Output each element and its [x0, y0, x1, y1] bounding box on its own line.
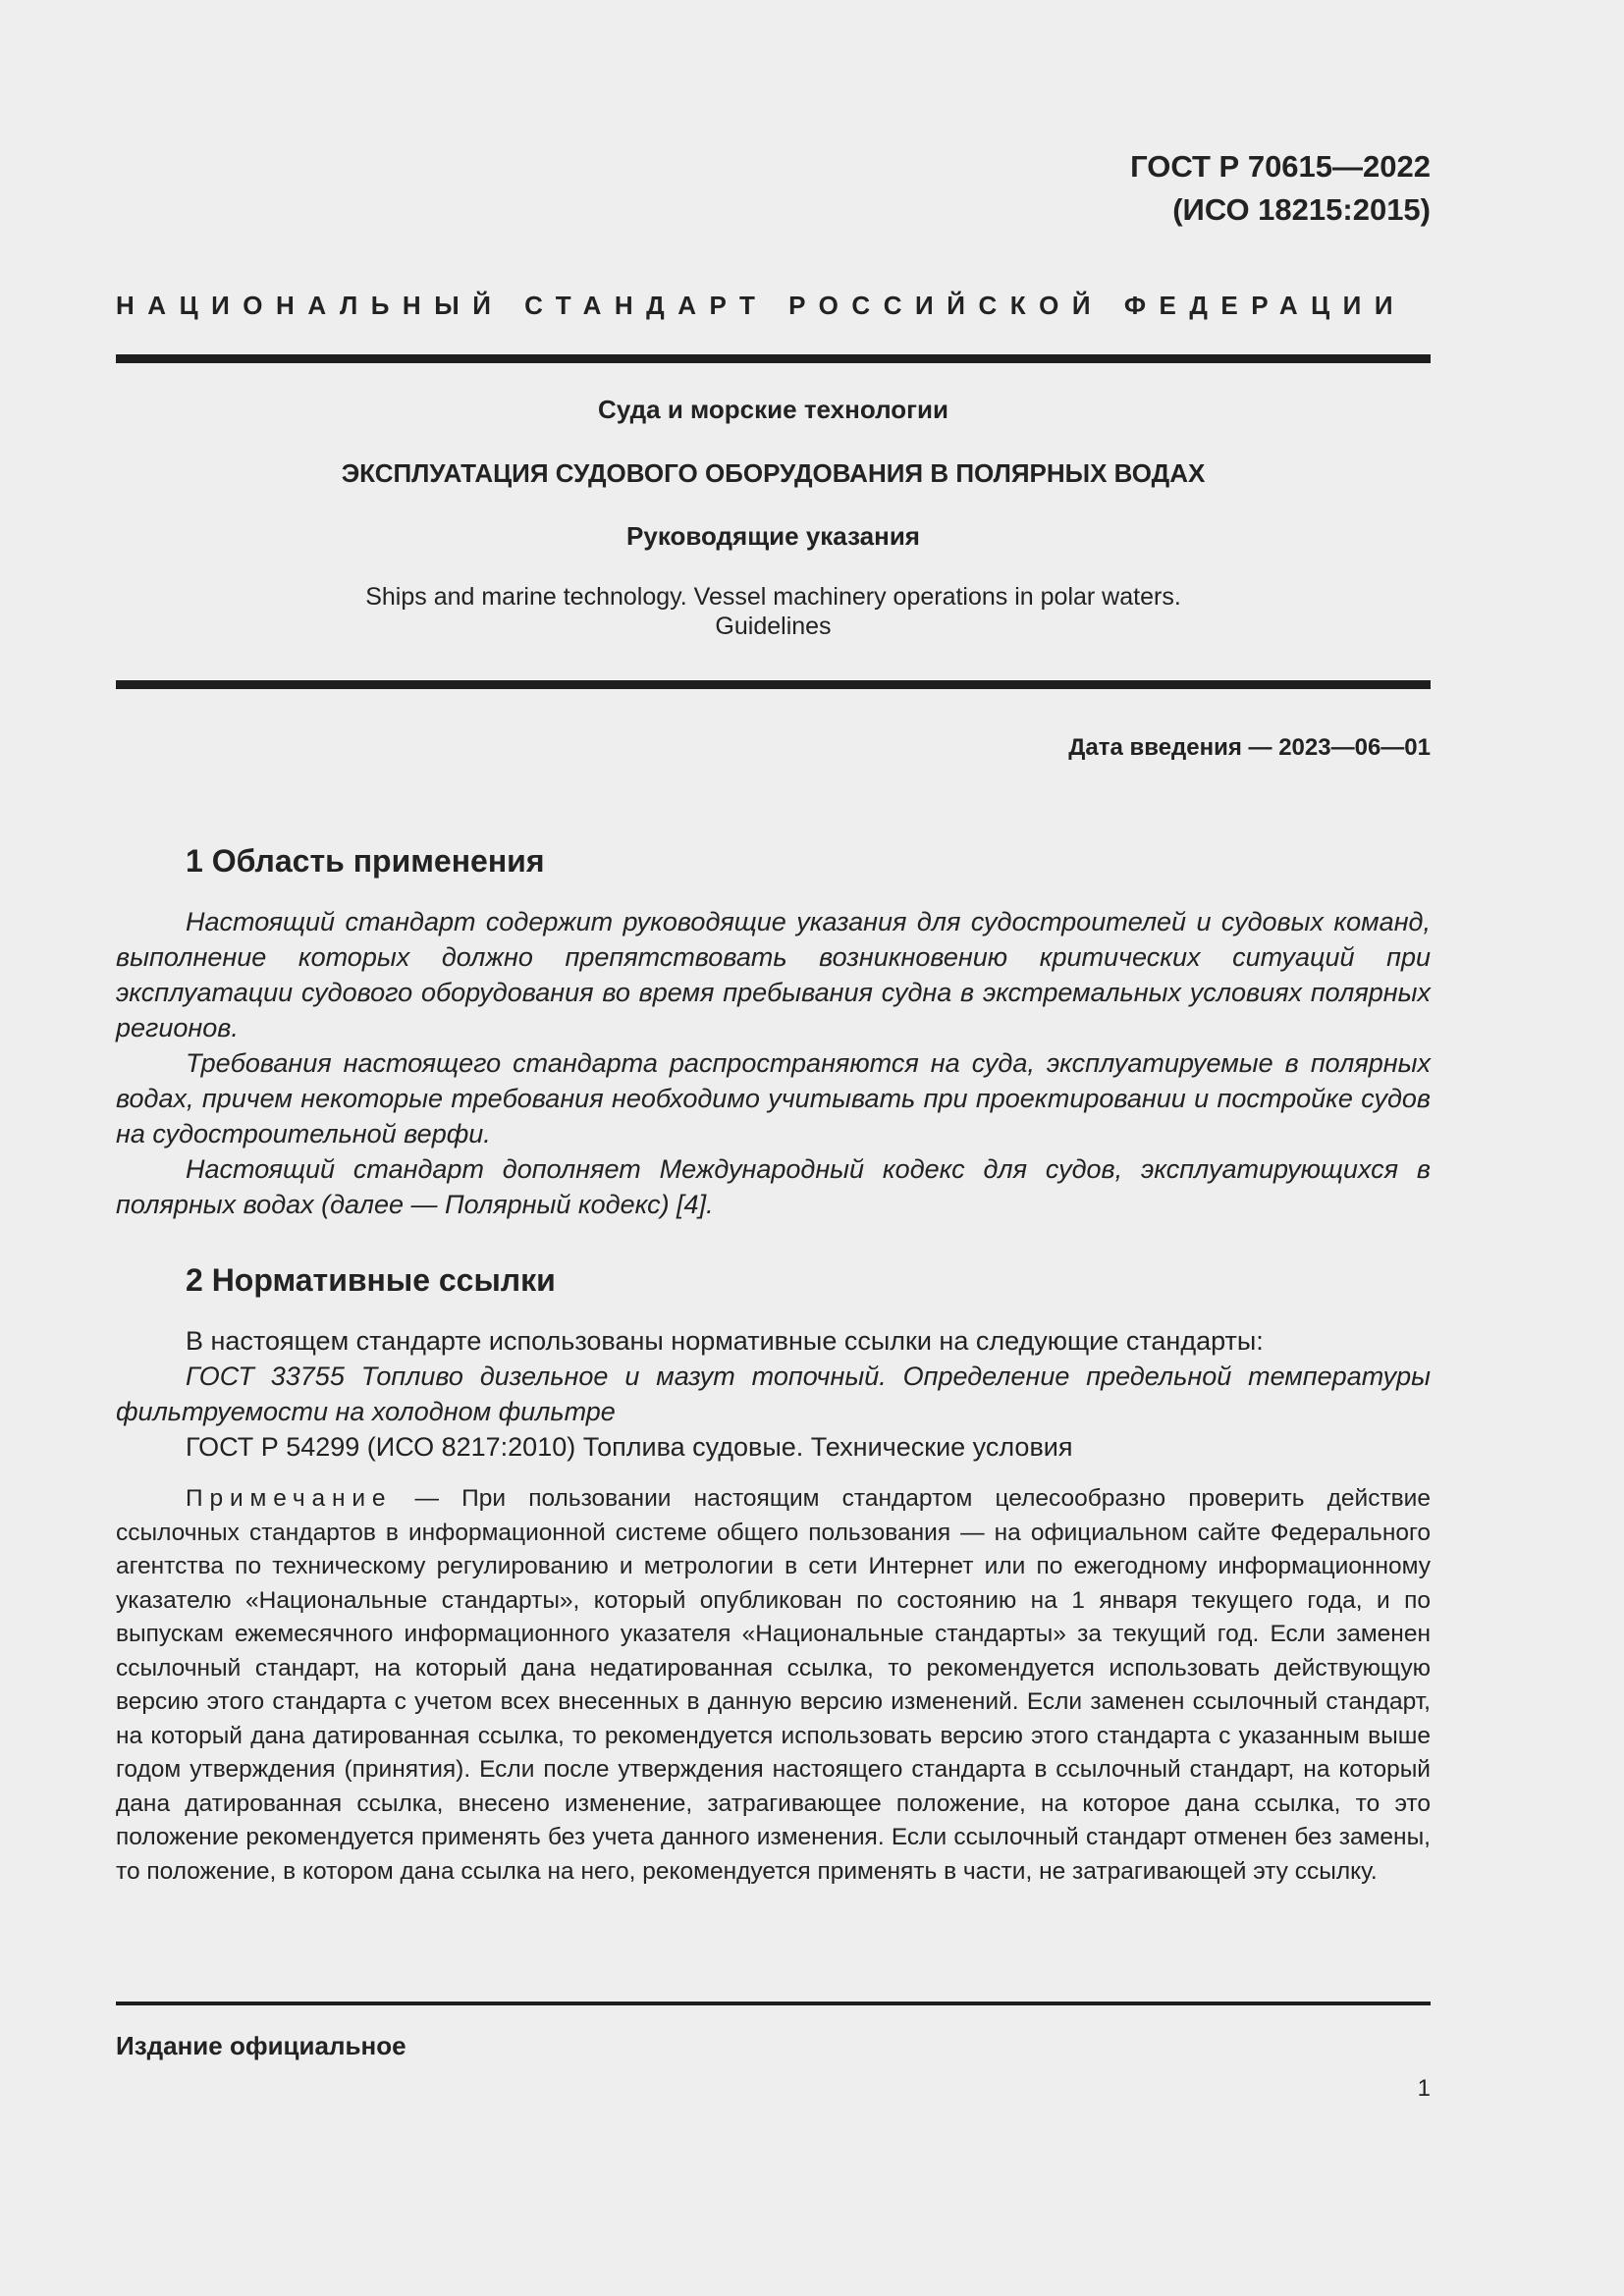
national-standard-title: НАЦИОНАЛЬНЫЙ СТАНДАРТ РОССИЙСКОЙ ФЕДЕРАЦИИ — [116, 291, 1407, 320]
normative-reference: ГОСТ Р 54299 (ИСО 8217:2010) Топлива судовые. Технические условия — [186, 1432, 1073, 1462]
note-label: Примечание — [186, 1485, 393, 1512]
english-title-line: Ships and marine technology. Vessel machinery operations in polar waters. — [365, 583, 1181, 611]
paragraph: Настоящий стандарт дополняет Международный кодекс для судов, эксплуатирующихся в полярных водах (далее — Полярный кодекс) [4]. — [116, 1154, 1431, 1219]
note — [116, 1482, 1431, 1889]
title-divider — [116, 680, 1431, 689]
footer-divider — [116, 2002, 1431, 2005]
page-number: 1 — [1417, 2075, 1431, 2102]
paragraph: В настоящем стандарте использованы нормативные ссылки на следующие стандарты: — [186, 1326, 1264, 1356]
paragraph: Требования настоящего стандарта распространяются на суда, эксплуатируемые в полярных водах, причем некоторые требования необходимо учитывать при проектировании и постройке судов на судостроительной верфи. — [116, 1048, 1431, 1148]
section-body — [116, 904, 1431, 1222]
normative-reference: ГОСТ 33755 Топливо дизельное и мазут топочный. Определение предельной температуры фильтруемости на холодном фильтре — [116, 1362, 1431, 1426]
note-text: — При пользовании настоящим стандартом целесообразно проверить действие ссылочных стандартов в информационной системе общего пользования — на официальном сайте Федерального агентства по техническому регулированию и метрологии в сети Интернет или по ежегодному информационному указателю «Национальные стандарты», который опубликован по состоянию на 1 января текущего года, и по выпускам ежемесячного информационного указателя «Национальные стандарты» за текущий год. Если заменен ссылочный стандарт, на который дана недатированная ссылка, то рекомендуется использовать действующую версию этого стандарта с учетом всех внесенных в данную версию изменений. Если заменен ссылочный стандарт, на который дана датированная ссылка, то рекомендуется использовать версию этого стандарта с указанным выше годом утверждения (принятия). Если после утверждения настоящего стандарта в ссылочный стандарт, на который дана датированная ссылка, внесено изменение, затрагивающее положение, на которое дана ссылка, то это положение рекомендуется применять без учета данного изменения. Если ссылочный стандарт отменен без замены, то положение, в котором дана ссылка на него, рекомендуется применять в части, не затрагивающей эту ссылку. — [116, 1485, 1431, 1885]
section-heading: 2 Нормативные ссылки — [186, 1262, 556, 1298]
iso-equivalent: (ИСО 18215:2015) — [1172, 192, 1431, 227]
top-divider — [116, 354, 1431, 363]
paragraph: Настоящий стандарт содержит руководящие указания для судостроителей и судовых команд, выполнение которых должно препятствовать возникновению критических ситуаций при эксплуатации судового оборудования во время пребывания судна в экстремальных условиях полярных регионов. — [116, 907, 1431, 1042]
section-body — [116, 1323, 1431, 1465]
edition-label: Издание официальное — [116, 2031, 406, 2060]
standard-subtitle: Руководящие указания — [626, 521, 920, 551]
section-heading: 1 Область применения — [186, 843, 545, 879]
introduction-date: Дата введения — 2023—06—01 — [1068, 734, 1431, 761]
document-page — [116, 0, 1431, 2296]
document-number — [1130, 145, 1431, 232]
document-number-line: ГОСТ Р 70615—2022 — [1130, 149, 1431, 184]
standard-title: ЭКСПЛУАТАЦИЯ СУДОВОГО ОБОРУДОВАНИЯ В ПОЛЯРНЫХ ВОДАХ — [341, 458, 1206, 488]
english-title-line: Guidelines — [715, 613, 832, 640]
standard-group: Суда и морские технологии — [598, 395, 948, 424]
